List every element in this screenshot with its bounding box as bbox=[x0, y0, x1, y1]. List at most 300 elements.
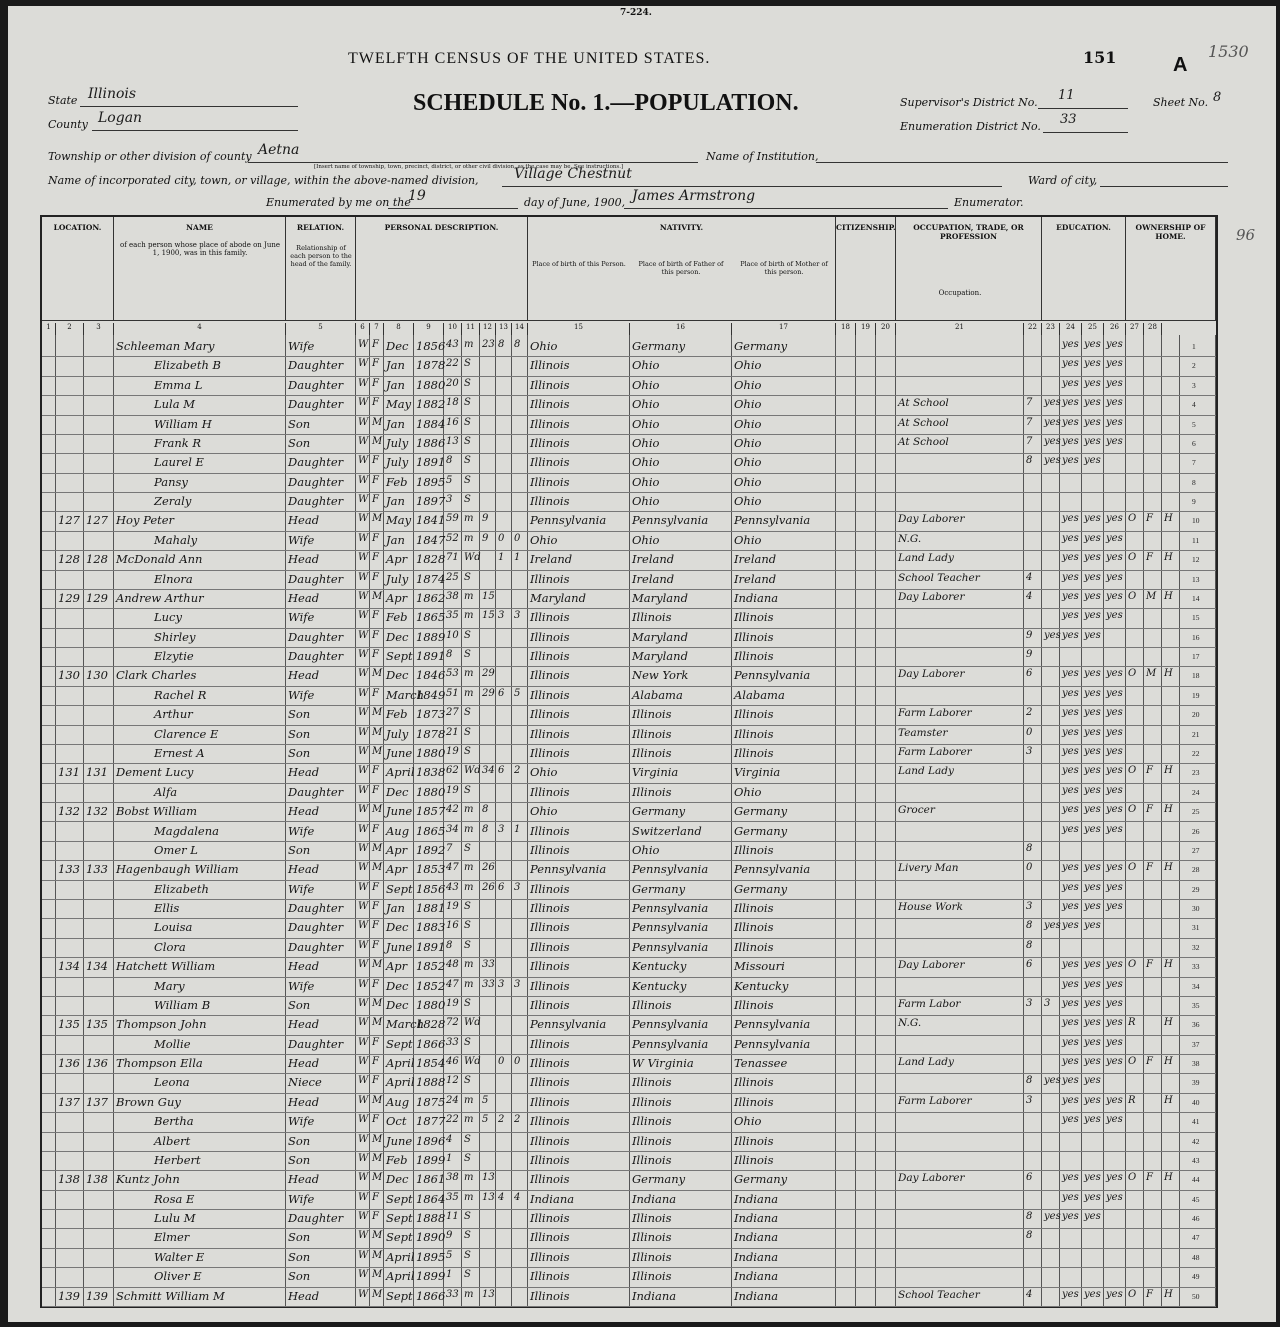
cell-mns: 8 bbox=[1026, 939, 1033, 951]
cell-name: Zeraly bbox=[154, 494, 192, 509]
cell-sex: F bbox=[372, 629, 379, 641]
cell-fb: Illinois bbox=[632, 1269, 672, 1284]
cell-sex: M bbox=[372, 1017, 383, 1029]
cell-rel: Son bbox=[288, 997, 311, 1012]
cell-sex: M bbox=[372, 1094, 383, 1106]
cell-read: yes bbox=[1062, 1191, 1079, 1203]
cell-mns: 3 bbox=[1026, 1094, 1033, 1106]
cell-mo: Feb bbox=[386, 610, 408, 625]
column-group-title: CITIZENSHIP. bbox=[836, 223, 896, 232]
cell-sex: M bbox=[372, 1230, 383, 1242]
cell-race: W bbox=[358, 687, 369, 699]
cell-mo: Sept bbox=[386, 649, 413, 664]
cell-rel: Daughter bbox=[288, 571, 344, 586]
cell-occ: At School bbox=[898, 416, 949, 429]
cell-ms: S bbox=[464, 1075, 471, 1087]
cell-yr: 1866 bbox=[416, 1288, 446, 1303]
cell-pb: Illinois bbox=[530, 823, 570, 838]
cell-eng: yes bbox=[1106, 610, 1123, 622]
column-group-location bbox=[42, 217, 114, 321]
cell-fam: 130 bbox=[86, 668, 108, 683]
cell-occ: Day Laborer bbox=[898, 1172, 965, 1185]
cell-mns: 6 bbox=[1026, 1172, 1033, 1184]
cell-race: W bbox=[358, 901, 369, 913]
cell-name: Magdalena bbox=[154, 823, 219, 838]
column-number: 19 bbox=[856, 323, 876, 335]
cell-mns: 7 bbox=[1026, 397, 1033, 409]
cell-mb: Illinois bbox=[734, 726, 774, 741]
cell-rel: Son bbox=[288, 435, 311, 450]
cell-mo: Sept bbox=[386, 1230, 413, 1245]
cell-ms: Wd bbox=[464, 1017, 481, 1029]
cell-fb: Illinois bbox=[632, 1075, 672, 1090]
cell-eng: yes bbox=[1106, 1017, 1123, 1029]
cell-ch: 2 bbox=[498, 1114, 505, 1126]
cell-mb: Alabama bbox=[734, 687, 785, 702]
cell-race: W bbox=[358, 668, 369, 680]
cell-ms: S bbox=[464, 377, 471, 389]
cell-ch: 0 bbox=[498, 532, 505, 544]
cell-own: O bbox=[1128, 668, 1137, 680]
cell-ms: S bbox=[464, 920, 471, 932]
cell-yr: 1849 bbox=[416, 687, 446, 702]
cell-race: W bbox=[358, 552, 369, 564]
cell-race: W bbox=[358, 610, 369, 622]
cell-race: W bbox=[358, 1211, 369, 1223]
cell-mns: 9 bbox=[1026, 629, 1033, 641]
cell-sex: F bbox=[372, 1211, 379, 1223]
line-number: 16 bbox=[1192, 632, 1200, 642]
cell-fam: 127 bbox=[86, 513, 108, 528]
cell-read: yes bbox=[1062, 901, 1079, 913]
cell-mo: Dec bbox=[386, 978, 409, 993]
cell-liv: 4 bbox=[514, 1191, 521, 1203]
table-row bbox=[42, 822, 1216, 842]
table-row bbox=[42, 1287, 1216, 1307]
cell-mns: 8 bbox=[1026, 920, 1033, 932]
form-number: 7-224. bbox=[620, 8, 652, 18]
cell-mo: Dec bbox=[386, 629, 409, 644]
cell-eng: yes bbox=[1106, 726, 1123, 738]
table-row bbox=[42, 1151, 1216, 1171]
cell-eng: yes bbox=[1106, 358, 1123, 370]
cell-write: yes bbox=[1084, 959, 1101, 971]
cell-name: Laurel E bbox=[154, 455, 204, 470]
cell-ms: m bbox=[464, 1288, 474, 1300]
cell-dw: 130 bbox=[58, 668, 80, 683]
cell-sch: yes bbox=[1044, 920, 1061, 932]
cell-fb: Maryland bbox=[632, 629, 688, 644]
cell-fb: Illinois bbox=[632, 745, 672, 760]
line-number: 26 bbox=[1192, 826, 1200, 836]
line-number: 20 bbox=[1192, 710, 1200, 720]
cell-fb: Ohio bbox=[632, 494, 660, 509]
cell-occ: Livery Man bbox=[898, 862, 959, 875]
cell-mb: Ohio bbox=[734, 416, 762, 431]
cell-sex: M bbox=[372, 745, 383, 757]
line-number: 45 bbox=[1192, 1194, 1200, 1204]
line-number: 22 bbox=[1192, 748, 1200, 758]
cell-eng: yes bbox=[1106, 978, 1123, 990]
cell-mo: Aug bbox=[386, 823, 410, 838]
cell-ms: S bbox=[464, 629, 471, 641]
cell-fb: Illinois bbox=[632, 1114, 672, 1129]
table-row bbox=[42, 1209, 1216, 1229]
cell-sch: yes bbox=[1044, 435, 1061, 447]
line-number: 27 bbox=[1192, 845, 1200, 855]
column-group-title: NAME bbox=[186, 223, 213, 232]
table-row bbox=[42, 996, 1216, 1016]
cell-mo: April bbox=[386, 765, 415, 780]
cell-mo: April bbox=[386, 1075, 415, 1090]
cell-mb: Illinois bbox=[734, 745, 774, 760]
cell-race: W bbox=[358, 1249, 369, 1261]
cell-mb: Ohio bbox=[734, 474, 762, 489]
cell-age: 46 bbox=[446, 1056, 459, 1068]
column-group-title: EDUCATION. bbox=[1056, 223, 1111, 232]
cell-pb: Illinois bbox=[530, 668, 570, 683]
table-row bbox=[42, 899, 1216, 919]
cell-race: W bbox=[358, 784, 369, 796]
line-number: 34 bbox=[1192, 981, 1200, 991]
cell-name: Elizabeth bbox=[154, 881, 209, 896]
cell-fh: H bbox=[1164, 1288, 1173, 1300]
cell-pb: Illinois bbox=[530, 629, 570, 644]
cell-fam: 135 bbox=[86, 1017, 108, 1032]
cell-age: 35 bbox=[446, 610, 459, 622]
table-row bbox=[42, 1112, 1216, 1132]
cell-mb: Ohio bbox=[734, 1114, 762, 1129]
cell-name: Omer L bbox=[154, 842, 198, 857]
enumerator-name: James Armstrong bbox=[632, 188, 756, 204]
cell-yrs: 34 bbox=[482, 765, 495, 777]
cell-mb: Pennsylvania bbox=[734, 513, 811, 528]
cell-occ: House Work bbox=[898, 901, 963, 914]
cell-dw: 139 bbox=[58, 1288, 80, 1303]
table-row bbox=[42, 511, 1216, 531]
cell-mb: Indiana bbox=[734, 1288, 779, 1303]
cell-ms: Wd bbox=[464, 1056, 481, 1068]
cell-fb: Illinois bbox=[632, 997, 672, 1012]
table-row bbox=[42, 744, 1216, 764]
cell-name: Mary bbox=[154, 978, 185, 993]
cell-mo: Dec bbox=[386, 339, 409, 353]
cell-race: W bbox=[358, 1075, 369, 1087]
table-row bbox=[42, 977, 1216, 997]
cell-fb: Alabama bbox=[632, 687, 683, 702]
cell-write: yes bbox=[1084, 416, 1101, 428]
cell-mo: Apr bbox=[386, 959, 408, 974]
cell-write: yes bbox=[1084, 1172, 1101, 1184]
cell-fam: 128 bbox=[86, 552, 108, 567]
cell-free: M bbox=[1146, 668, 1157, 680]
cell-yr: 1865 bbox=[416, 823, 446, 838]
cell-ms: m bbox=[464, 1172, 474, 1184]
cell-pb: Illinois bbox=[530, 455, 570, 470]
cell-sch: yes bbox=[1044, 1211, 1061, 1223]
cell-yrs: 5 bbox=[482, 1114, 489, 1126]
cell-mns: 8 bbox=[1026, 1211, 1033, 1223]
cell-rel: Head bbox=[288, 862, 320, 877]
column-number: 27 bbox=[1126, 323, 1144, 335]
cell-name: Bertha bbox=[154, 1114, 194, 1129]
cell-fb: Ohio bbox=[632, 358, 660, 373]
cell-liv: 0 bbox=[514, 532, 521, 544]
cell-race: W bbox=[358, 1036, 369, 1048]
cell-mns: 6 bbox=[1026, 959, 1033, 971]
cell-mb: Illinois bbox=[734, 1152, 774, 1167]
cell-read: yes bbox=[1062, 1017, 1079, 1029]
cell-free: F bbox=[1146, 1056, 1153, 1068]
cell-ms: Wd bbox=[464, 552, 481, 564]
supervisor-label: Supervisor's District No. bbox=[900, 96, 1038, 109]
table-row bbox=[42, 725, 1216, 745]
cell-fb: Virginia bbox=[632, 765, 679, 780]
column-group-title: OCCUPATION, TRADE, OR PROFESSION bbox=[913, 223, 1024, 241]
column-number: 14 bbox=[512, 323, 528, 335]
cell-sex: M bbox=[372, 1172, 383, 1184]
cell-mo: July bbox=[386, 435, 409, 450]
cell-name: Walter E bbox=[154, 1249, 205, 1264]
cell-mo: Sept bbox=[386, 881, 413, 896]
table-row bbox=[42, 1170, 1216, 1190]
table-row bbox=[42, 763, 1216, 783]
cell-name: Clarence E bbox=[154, 726, 219, 741]
cell-mb: Illinois bbox=[734, 1094, 774, 1109]
cell-name: Clark Charles bbox=[116, 668, 197, 683]
cell-rel: Son bbox=[288, 1249, 311, 1264]
cell-rel: Head bbox=[288, 1288, 320, 1303]
cell-name: Thompson John bbox=[116, 1017, 207, 1032]
cell-mo: Dec bbox=[386, 997, 409, 1012]
cell-yr: 1888 bbox=[416, 1211, 446, 1226]
cell-ms: S bbox=[464, 435, 471, 447]
line-number: 42 bbox=[1192, 1136, 1200, 1146]
line-number: 17 bbox=[1192, 652, 1200, 662]
cell-dw: 128 bbox=[58, 552, 80, 567]
cell-occ: Farm Laborer bbox=[898, 745, 972, 758]
cell-sex: F bbox=[372, 1075, 379, 1087]
table-row bbox=[42, 1054, 1216, 1074]
cell-free: F bbox=[1146, 513, 1153, 525]
cell-fh: H bbox=[1164, 590, 1173, 602]
cell-write: yes bbox=[1084, 920, 1101, 932]
cell-yr: 1877 bbox=[416, 1114, 446, 1129]
cell-read: yes bbox=[1062, 1094, 1079, 1106]
birth-father-label: Place of birth of Father of this person. bbox=[638, 260, 724, 276]
cell-race: W bbox=[358, 1152, 369, 1164]
cell-fb: Ireland bbox=[632, 571, 675, 586]
cell-write: yes bbox=[1084, 1114, 1101, 1126]
cell-mb: Illinois bbox=[734, 629, 774, 644]
cell-rel: Daughter bbox=[288, 920, 344, 935]
cell-fh: H bbox=[1164, 668, 1173, 680]
cell-yr: 1853 bbox=[416, 862, 446, 877]
cell-sex: F bbox=[372, 571, 379, 583]
cell-read: yes bbox=[1062, 513, 1079, 525]
population-table bbox=[40, 215, 1218, 1308]
cell-race: W bbox=[358, 494, 369, 506]
cell-dw: 133 bbox=[58, 862, 80, 877]
cell-fh: H bbox=[1164, 552, 1173, 564]
column-group-title: NATIVITY. bbox=[659, 223, 704, 232]
cell-yr: 1856 bbox=[416, 339, 446, 353]
cell-mo: Oct bbox=[386, 1114, 407, 1129]
line-number: 40 bbox=[1192, 1097, 1200, 1107]
cell-pb: Illinois bbox=[530, 1211, 570, 1226]
cell-write: yes bbox=[1084, 377, 1101, 389]
column-group-education bbox=[1042, 217, 1126, 321]
cell-fam: 137 bbox=[86, 1094, 108, 1109]
table-row bbox=[42, 957, 1216, 977]
cell-pb: Illinois bbox=[530, 1172, 570, 1187]
cell-occ: Day Laborer bbox=[898, 590, 965, 603]
cell-yrs: 8 bbox=[482, 823, 489, 835]
cell-dw: 132 bbox=[58, 804, 80, 819]
cell-mns: 3 bbox=[1026, 997, 1033, 1009]
cell-sch: yes bbox=[1044, 416, 1061, 428]
cell-age: 42 bbox=[446, 804, 459, 816]
cell-rel: Daughter bbox=[288, 939, 344, 954]
cell-read: yes bbox=[1062, 687, 1079, 699]
cell-mo: Dec bbox=[386, 668, 409, 683]
table-row bbox=[42, 802, 1216, 822]
cell-occ: Day Laborer bbox=[898, 668, 965, 681]
cell-ms: m bbox=[464, 687, 474, 699]
line-number: 14 bbox=[1192, 593, 1200, 603]
column-number: 1 bbox=[42, 323, 56, 335]
cell-pb: Illinois bbox=[530, 920, 570, 935]
cell-mb: Ohio bbox=[734, 494, 762, 509]
cell-fb: Ohio bbox=[632, 842, 660, 857]
cell-ms: S bbox=[464, 455, 471, 467]
cell-read: yes bbox=[1062, 552, 1079, 564]
cell-name: Pansy bbox=[154, 474, 188, 489]
cell-rel: Daughter bbox=[288, 784, 344, 799]
cell-mo: Feb bbox=[386, 1152, 408, 1167]
cell-yrs: 29 bbox=[482, 687, 495, 699]
cell-mo: June bbox=[386, 745, 413, 760]
cell-race: W bbox=[358, 629, 369, 641]
table-row bbox=[42, 783, 1216, 803]
cell-ms: Wd bbox=[464, 765, 481, 777]
cell-mb: Illinois bbox=[734, 1075, 774, 1090]
cell-occ: At School bbox=[898, 397, 949, 410]
cell-yr: 1881 bbox=[416, 901, 446, 916]
cell-name: Kuntz John bbox=[116, 1172, 180, 1187]
cell-mb: Illinois bbox=[734, 939, 774, 954]
cell-race: W bbox=[358, 397, 369, 409]
cell-pb: Illinois bbox=[530, 649, 570, 664]
cell-dw: 138 bbox=[58, 1172, 80, 1187]
cell-eng: yes bbox=[1106, 1172, 1123, 1184]
cell-write: yes bbox=[1084, 455, 1101, 467]
cell-race: W bbox=[358, 571, 369, 583]
cell-mo: Feb bbox=[386, 707, 408, 722]
cell-race: W bbox=[358, 455, 369, 467]
cell-ms: S bbox=[464, 1211, 471, 1223]
line-number: 12 bbox=[1192, 555, 1200, 565]
cell-mns: 0 bbox=[1026, 726, 1033, 738]
cell-age: 22 bbox=[446, 358, 459, 370]
cell-fh: H bbox=[1164, 1056, 1173, 1068]
cell-name: Elzytie bbox=[154, 649, 194, 664]
cell-mb: Illinois bbox=[734, 1133, 774, 1148]
cell-fb: Germany bbox=[632, 339, 686, 353]
cell-ms: m bbox=[464, 339, 474, 350]
cell-age: 3 bbox=[446, 494, 453, 506]
cell-fb: Illinois bbox=[632, 1152, 672, 1167]
month-label: day of June, 1900, bbox=[524, 196, 626, 209]
cell-age: 38 bbox=[446, 590, 459, 602]
cell-pb: Illinois bbox=[530, 1269, 570, 1284]
cell-read: yes bbox=[1062, 629, 1079, 641]
cell-mb: Tenassee bbox=[734, 1056, 788, 1071]
cell-sch: yes bbox=[1044, 629, 1061, 641]
cell-liv: 3 bbox=[514, 610, 521, 622]
column-group-name bbox=[114, 217, 286, 321]
cell-mb: Germany bbox=[734, 804, 788, 819]
cell-race: W bbox=[358, 1094, 369, 1106]
line-number: 36 bbox=[1192, 1020, 1200, 1030]
cell-fb: Pennsylvania bbox=[632, 862, 709, 877]
cell-yrs: 8 bbox=[482, 804, 489, 816]
column-number: 6 bbox=[356, 323, 370, 335]
cell-pb: Illinois bbox=[530, 997, 570, 1012]
cell-rel: Daughter bbox=[288, 494, 344, 509]
cell-rel: Wife bbox=[288, 978, 315, 993]
cell-read: yes bbox=[1062, 997, 1079, 1009]
cell-race: W bbox=[358, 435, 369, 447]
cell-fh: H bbox=[1164, 1094, 1173, 1106]
cell-eng: yes bbox=[1106, 707, 1123, 719]
cell-name: Arthur bbox=[154, 707, 193, 722]
table-row bbox=[42, 1267, 1216, 1287]
city-value: Village Chestnut bbox=[514, 166, 632, 182]
birth-person-label: Place of birth of this Person. bbox=[532, 260, 626, 268]
cell-yrs: 15 bbox=[482, 590, 495, 602]
cell-age: 1 bbox=[446, 1152, 453, 1164]
cell-yr: 1895 bbox=[416, 474, 446, 489]
cell-name: Rachel R bbox=[154, 687, 207, 702]
cell-mb: Ohio bbox=[734, 784, 762, 799]
cell-rel: Head bbox=[288, 513, 320, 528]
table-row bbox=[42, 492, 1216, 512]
cell-pb: Illinois bbox=[530, 939, 570, 954]
cell-mns: 8 bbox=[1026, 842, 1033, 854]
cell-name: William H bbox=[154, 416, 212, 431]
column-number: 17 bbox=[732, 323, 836, 335]
table-row bbox=[42, 434, 1216, 454]
column-group-title: LOCATION. bbox=[53, 223, 102, 232]
table-row bbox=[42, 453, 1216, 473]
cell-ms: S bbox=[464, 939, 471, 951]
cell-sch: yes bbox=[1044, 455, 1061, 467]
cell-fam: 132 bbox=[86, 804, 108, 819]
line-number: 21 bbox=[1192, 729, 1200, 739]
line-number: 13 bbox=[1192, 574, 1200, 584]
cell-liv: 0 bbox=[514, 1056, 521, 1068]
cell-age: 4 bbox=[446, 1133, 453, 1145]
cell-name: Hoy Peter bbox=[116, 513, 175, 528]
cell-pb: Illinois bbox=[530, 377, 570, 392]
cell-sex: F bbox=[372, 649, 379, 661]
cell-pb: Illinois bbox=[530, 474, 570, 489]
cell-rel: Son bbox=[288, 1133, 311, 1148]
cell-yr: 1880 bbox=[416, 784, 446, 799]
table-row bbox=[42, 415, 1216, 435]
cell-liv: 8 bbox=[514, 339, 521, 350]
